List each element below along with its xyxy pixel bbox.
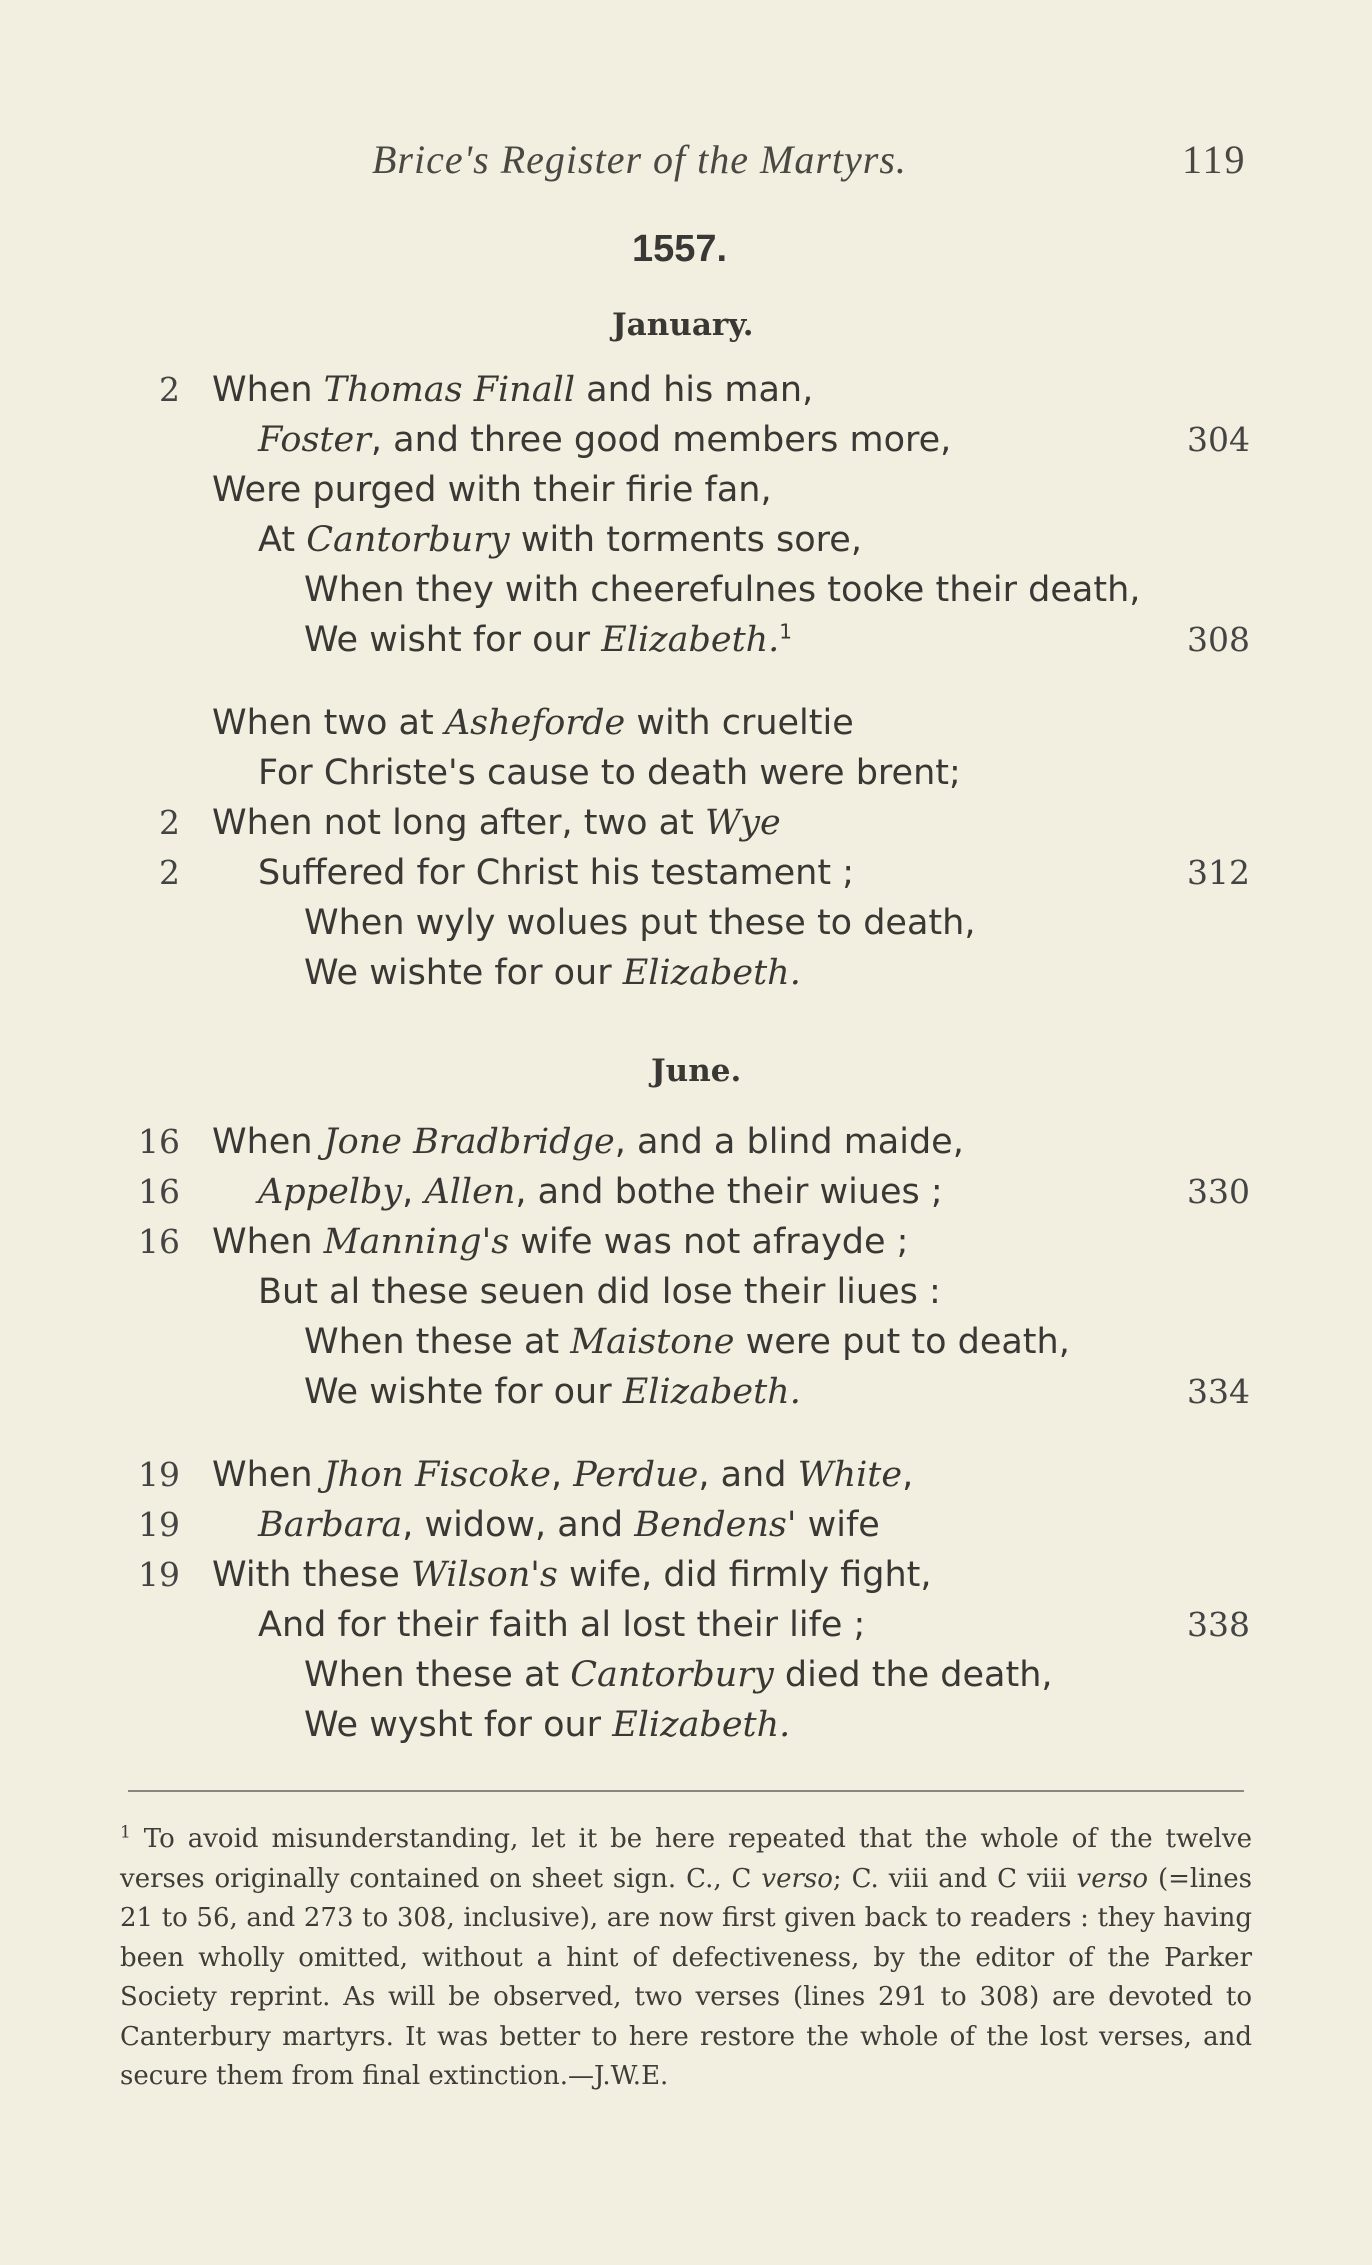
year-heading: 1557. bbox=[632, 228, 728, 270]
verse-text: With these Wilson's wife, did firmly fight, bbox=[212, 1555, 932, 1595]
verse-line bbox=[0, 698, 1372, 748]
line-number: 338 bbox=[1187, 1605, 1250, 1644]
verse-line bbox=[0, 1550, 1372, 1600]
verse-line bbox=[0, 1117, 1372, 1167]
verse-line bbox=[0, 1267, 1372, 1317]
verse-line bbox=[0, 565, 1372, 615]
verse-text: Appelby, Allen, and bothe their wiues ; bbox=[258, 1172, 943, 1212]
verse-text: When not long after, two at Wye bbox=[212, 803, 781, 843]
martyrdom-day: 2 bbox=[159, 370, 180, 409]
verse-line bbox=[0, 1600, 1372, 1650]
line-number: 304 bbox=[1187, 420, 1250, 459]
martyrdom-day: 19 bbox=[138, 1455, 180, 1494]
verse-text: When Jhon Fiscoke, Perdue, and White, bbox=[212, 1455, 914, 1495]
verse-text: Foster, and three good members more, bbox=[258, 420, 952, 460]
line-number: 308 bbox=[1187, 620, 1250, 659]
verse-line bbox=[0, 948, 1372, 998]
verse-line bbox=[0, 1167, 1372, 1217]
martyrdom-day: 2 bbox=[159, 853, 180, 892]
martyrdom-day: 16 bbox=[138, 1222, 180, 1261]
verse-text: We wysht for our Elizabeth. bbox=[304, 1705, 791, 1745]
verse-text: When two at Asheforde with crueltie bbox=[212, 703, 854, 743]
verse-line bbox=[0, 415, 1372, 465]
martyrdom-day: 19 bbox=[138, 1555, 180, 1594]
verse-line bbox=[0, 1650, 1372, 1700]
martyrdom-day: 16 bbox=[138, 1122, 180, 1161]
verse-text: When Thomas Finall and his man, bbox=[212, 370, 814, 410]
running-title: Brice's Register of the Martyrs. bbox=[372, 137, 907, 182]
verse-text: When these at Maistone were put to death, bbox=[304, 1322, 1070, 1362]
verse-text: Suffered for Christ his testament ; bbox=[258, 853, 854, 893]
footnote-divider bbox=[128, 1790, 1244, 1792]
footnote-ref: 1 bbox=[779, 619, 793, 644]
footnote: $^1$ To avoid misunderstanding, let it be here repeated that the whole of the twelve verses originally contained on sheet sign. C., C verso; C. viii and C viii verso (=lines 21 to 56, and 273 to 308, inclusive), are now first given back to readers : they having been wholly omitted, without a hint of defectiveness, by the editor of the Parker Society reprint. As will be observed, two verses (lines 291 to 308) are devoted to Canterbury martyrs. It was better to here restore the whole of the lost verses, and secure them from final extinction.—J.W.E. bbox=[120, 1822, 1253, 2091]
verse-text: We wishte for our Elizabeth. bbox=[304, 953, 801, 993]
verse-text: When Manning's wife was not afrayde ; bbox=[212, 1222, 909, 1262]
verse-line bbox=[0, 798, 1372, 848]
martyrdom-day: 19 bbox=[138, 1505, 180, 1544]
martyrdom-day: 16 bbox=[138, 1172, 180, 1211]
verse-text: We wisht for our Elizabeth.$^1$ bbox=[304, 619, 793, 660]
verse-line bbox=[0, 748, 1372, 798]
verse-text: Barbara, widow, and Bendens' wife bbox=[258, 1505, 880, 1545]
verse-line bbox=[0, 1700, 1372, 1750]
verse-line bbox=[0, 1500, 1372, 1550]
verse-line bbox=[0, 848, 1372, 898]
line-number: 330 bbox=[1187, 1172, 1250, 1211]
verse-line bbox=[0, 1317, 1372, 1367]
verse-line bbox=[0, 1217, 1372, 1267]
verse-line bbox=[0, 1367, 1372, 1417]
verse-line bbox=[0, 365, 1372, 415]
verse-text: When Jone Bradbridge, and a blind maide, bbox=[212, 1122, 964, 1162]
verse-text: At Cantorbury with torments sore, bbox=[258, 520, 862, 560]
verse-line bbox=[0, 898, 1372, 948]
verse-text: We wishte for our Elizabeth. bbox=[304, 1372, 801, 1412]
month-heading-june: June. bbox=[651, 1053, 742, 1089]
verse-text: And for their faith al lost their life ; bbox=[258, 1605, 866, 1645]
verse-text: When these at Cantorbury died the death, bbox=[304, 1655, 1053, 1695]
page-number: 119 bbox=[1182, 137, 1247, 182]
verse-text: When they with cheerefulnes tooke their death, bbox=[304, 570, 1141, 610]
verse-line bbox=[0, 465, 1372, 515]
verse-text: When wyly wolues put these to death, bbox=[304, 903, 976, 943]
verse-line bbox=[0, 515, 1372, 565]
month-heading-january: January. bbox=[612, 307, 754, 343]
line-number: 334 bbox=[1187, 1372, 1250, 1411]
martyrdom-day: 2 bbox=[159, 803, 180, 842]
verse-text: Were purged with their firie fan, bbox=[212, 470, 772, 510]
footnote-marker: 1 bbox=[120, 1822, 131, 1843]
verse-text: For Christe's cause to death were brent; bbox=[258, 753, 961, 793]
line-number: 312 bbox=[1187, 853, 1250, 892]
verse-text: But al these seuen did lose their liues : bbox=[258, 1272, 941, 1312]
verse-line bbox=[0, 1450, 1372, 1500]
verse-line bbox=[0, 615, 1372, 665]
